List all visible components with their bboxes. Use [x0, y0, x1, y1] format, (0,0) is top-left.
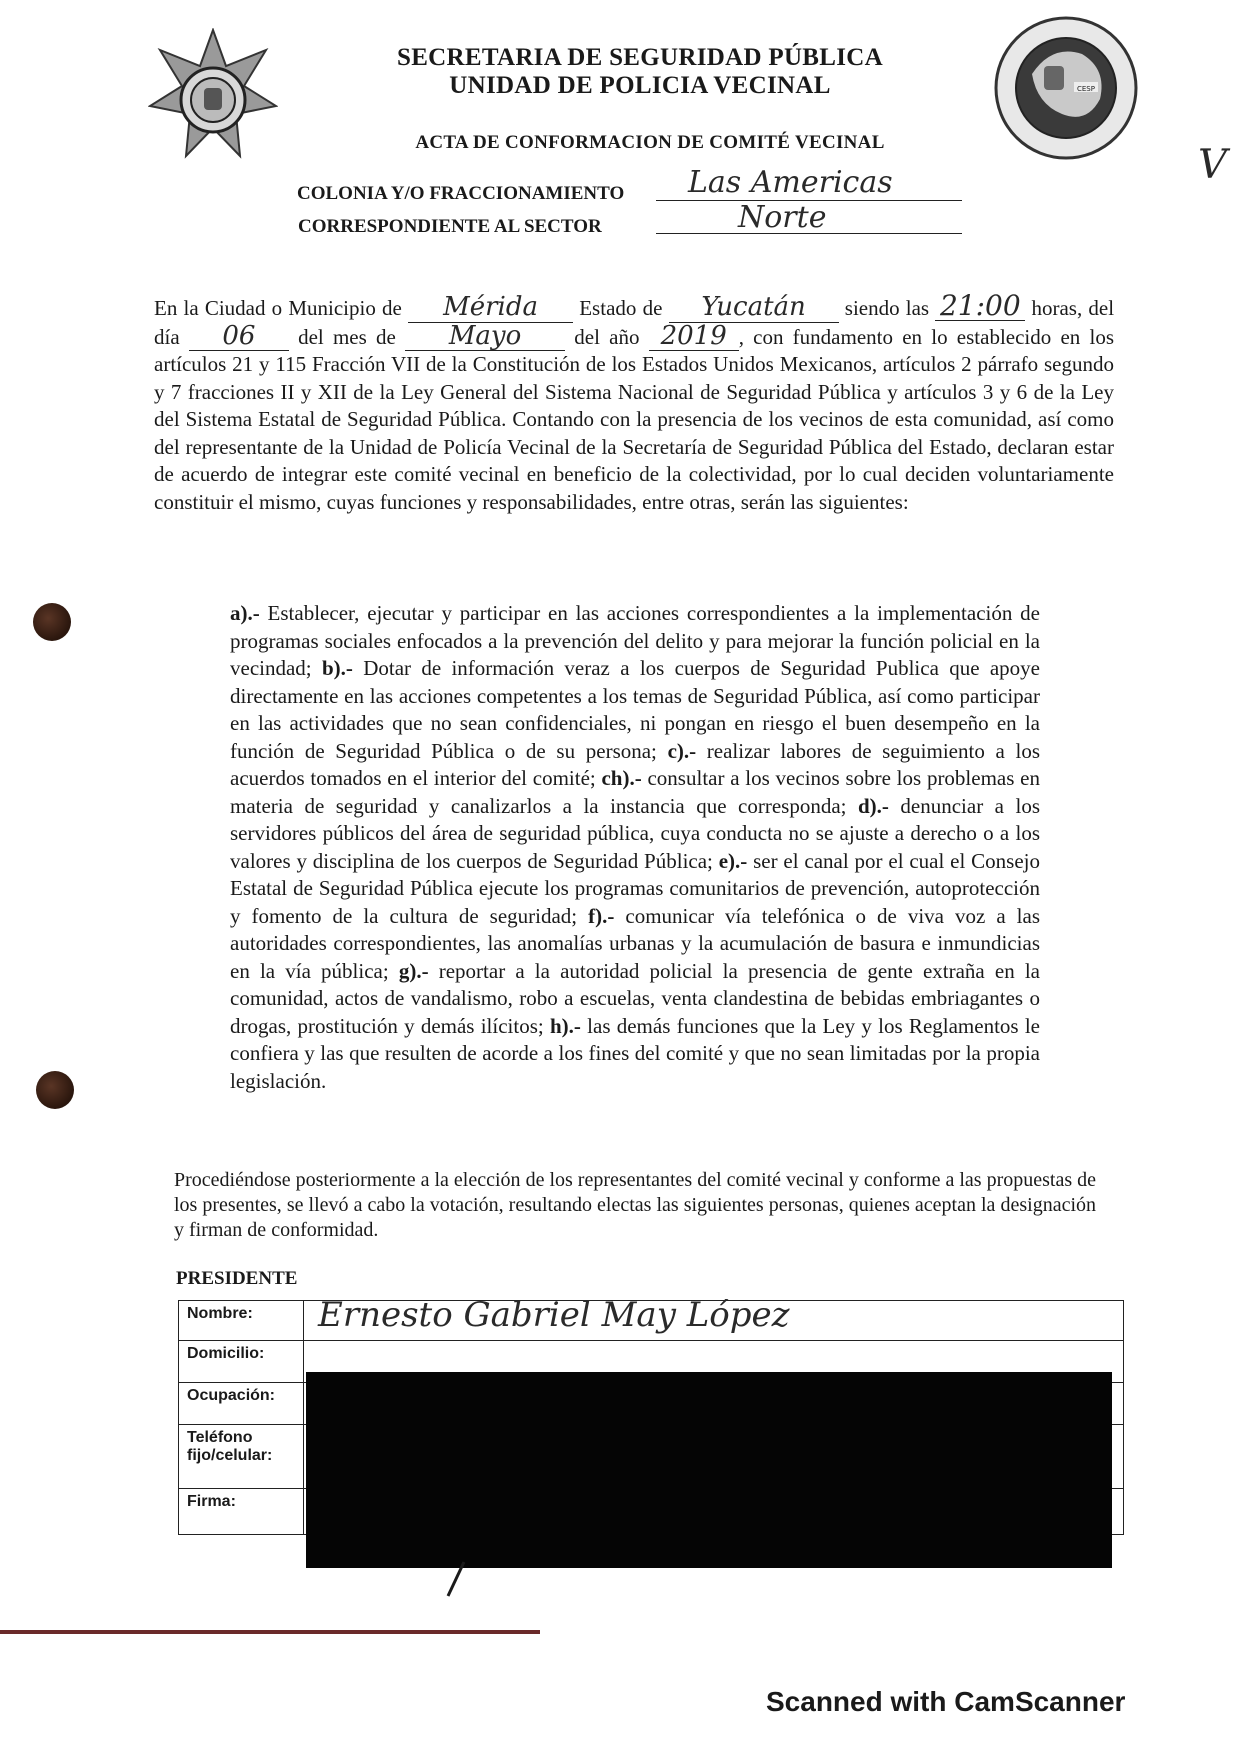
star-badge-icon — [148, 28, 278, 168]
unit-name: UNIDAD DE POLICIA VECINAL — [449, 72, 831, 99]
anio-value: 2019 — [649, 323, 739, 352]
estado-value: Yucatán — [669, 294, 839, 323]
colonia-label: COLONIA Y/O FRACCIONAMIENTO — [297, 183, 625, 204]
nombre-value: Ernesto Gabriel May López — [318, 1295, 790, 1335]
document-title: ACTA DE CONFORMACION DE COMITÉ VECINAL — [415, 132, 885, 153]
nombre-cell — [304, 1295, 1124, 1341]
punch-hole-bottom — [36, 1071, 74, 1109]
ocupacion-label: Ocupación: — [179, 1383, 304, 1425]
scan-edge — [0, 1630, 540, 1634]
seal-abbr: CESP — [1077, 85, 1095, 93]
nombre-label: Nombre: — [179, 1301, 304, 1341]
sector-value: Norte — [738, 200, 827, 235]
domicilio-label: Domicilio: — [179, 1341, 304, 1383]
closing-paragraph: Procediéndose posteriormente a la elección de los representantes del comité vecinal y conforme a las propuestas de los presentes, se llevó a cabo la votación, resultando electas las siguientes personas, quienes aceptan la designación y firman de conformidad. — [174, 1169, 1096, 1241]
firma-label: Firma: — [179, 1489, 304, 1535]
scanner-watermark: Scanned with CamScanner — [766, 1686, 1126, 1717]
presidente-title: PRESIDENTE — [176, 1268, 298, 1289]
colonia-value: Las Americas — [688, 165, 893, 200]
margin-mark: V — [1198, 142, 1227, 188]
punch-hole-top — [33, 603, 71, 641]
telefono-label: Teléfono fijo/celular: — [179, 1425, 304, 1489]
functions-paragraph: a).- Establecer, ejecutar y participar en las acciones correspondientes a la implementación de programas sociales enfocados a la prevención del delito y para mejorar la función policial en la vecindad; b).- Dotar de información veraz a los cuerpos de Seguridad Publica que apoye directamente en las acciones competentes a los temas de Seguridad Pública, así como participar en las actividades que no sean confidenciales, ni pongan en riesgo el buen desempeño en la función de Seguridad Pública o de su persona; c).- realizar labores de seguimiento a los acuerdos tomados en el interior del comité; ch).- consultar a los vecinos sobre los problemas en materia de seguridad y canalizarlos a la instancia que corresponda; d).- denunciar a los servidores públicos del área de seguridad pública, cuya conducta no se ajuste a derecho o a los valores y disciplina de los cuerpos de Seguridad Pública; e).- ser el canal por el cual el Consejo Estatal de Seguridad Pública ejecute los programas comunitarios de prevención, autoprotección y fomento de la cultura de seguridad; f).- comunicar vía telefónica o de viva voz a las autoridades correspondientes, las anomalías urbanas y la acumulación de basura e inmundicias en la vía pública; g).- reportar a la autoridad policial la presencia de gente extraña en la comunidad, actos de vandalismo, robo a escuelas, venta clandestina de bebidas embriagantes o drogas, prostitución y demás ilícitos; h).- las demás funciones que la Ley y los Reglamentos le confiera y las que resulten de acorde a los fines del comité y que no sean limitadas por la propia legislación. — [230, 601, 1041, 1093]
municipio-value: Mérida — [408, 294, 573, 323]
mes-value: Mayo — [405, 323, 565, 352]
dia-value: 06 — [189, 323, 289, 352]
consejo-estatal-seal-icon — [992, 14, 1140, 162]
signature-stroke — [440, 1560, 470, 1600]
sector-label: CORRESPONDIENTE AL SECTOR — [298, 216, 602, 237]
agency-name: SECRETARIA DE SEGURIDAD PÚBLICA — [396, 44, 883, 71]
redaction-block — [306, 1372, 1112, 1568]
hora-value: 21:00 — [935, 292, 1025, 321]
intro-paragraph: En la Ciudad o Municipio de Mérida Estado de Yucatán siendo las 21:00 horas, del día 06 del mes de Mayo del año 2019 , con fundamento en lo establecido en los artículos 21 y 115 Fracción VII de la Constitución de los Estados Unidos Mexicanos, artículos 2 párrafo segundo y 7 fracciones II y XII de la Ley General del Sistema Nacional de Seguridad Pública y artículos 3 y 6 de la Ley del Sistema Estatal de Seguridad Pública. Contando con la presencia de los vecinos de esta comunidad, así como del representante de la Unidad de Policía Vecinal de la Secretaría de Seguridad Pública del Estado, declaran estar de acuerdo de integrar este comité vecinal en beneficio de la colectividad, por lo cual deciden voluntariamente constituir el mismo, cuyas funciones y responsabilidades, entre otras, serán las siguientes: — [154, 289, 1115, 514]
